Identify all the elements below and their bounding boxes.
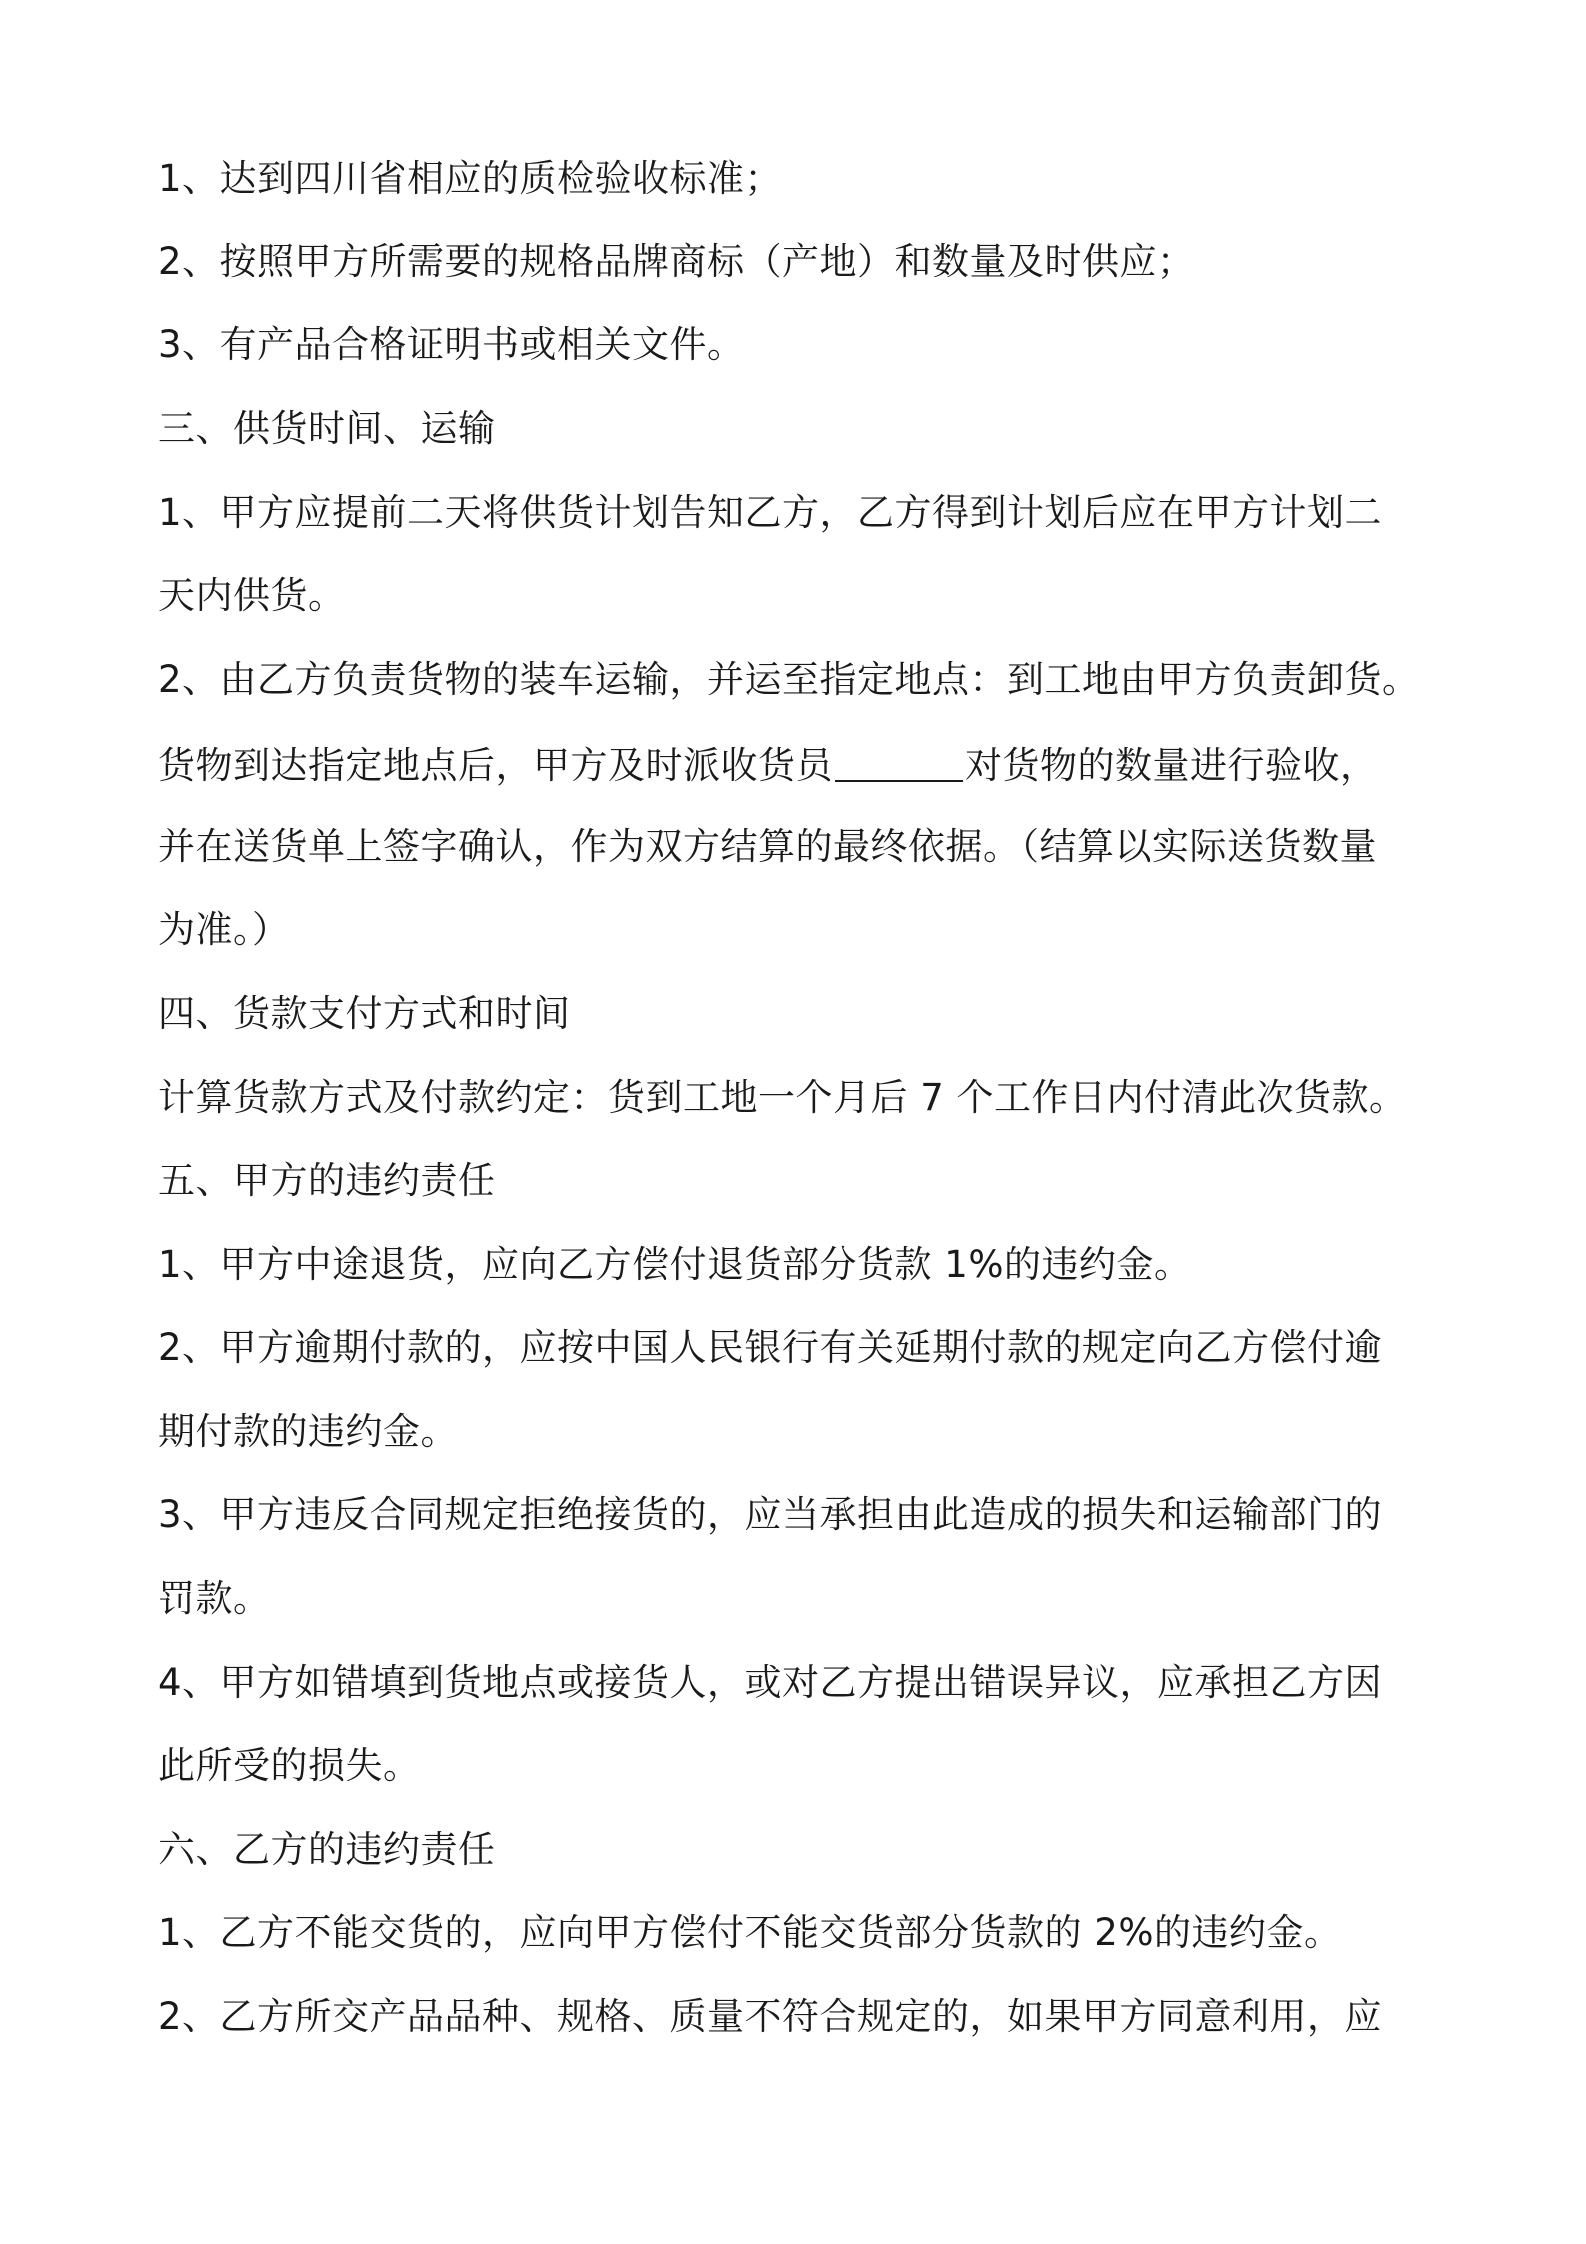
clause-3-3-certificate: 3、有产品合格证明书或相关文件。 bbox=[158, 323, 745, 366]
clause-3-2-supply-spec: 2、按照甲方所需要的规格品牌商标（产地）和数量及时供应； bbox=[158, 240, 1195, 283]
paragraph-line: 1、甲方中途退货，应向乙方偿付退货部分货款 1%的违约金。 bbox=[158, 1243, 1192, 1286]
paragraph-line: 2、由乙方负责货物的装车运输，并运至指定地点：到工地由甲方负责卸货。 bbox=[158, 658, 1420, 701]
paragraph-line: 2、甲方逾期付款的，应按中国人民银行有关延期付款的规定向乙方偿付逾 bbox=[158, 1326, 1383, 1369]
paragraph-line: 4、甲方如错填到货地点或接货人，或对乙方提出错误异议，应承担乙方因 bbox=[158, 1661, 1383, 1704]
paragraph-line: 此所受的损失。 bbox=[158, 1744, 421, 1787]
paragraph-line: 2、乙方所交产品品种、规格、质量不符合规定的，如果甲方同意利用，应 bbox=[158, 1995, 1383, 2038]
paragraph-line: 3、甲方违反合同规定拒绝接货的，应当承担由此造成的损失和运输部门的 bbox=[158, 1493, 1383, 1536]
text-before-blank: 货物到达指定地点后，甲方及时派收货员 bbox=[158, 744, 833, 787]
paragraph-line: 为准。） bbox=[158, 908, 290, 951]
text-after-blank: 对货物的数量进行验收， bbox=[965, 744, 1378, 787]
paragraph-line: 期付款的违约金。 bbox=[158, 1410, 458, 1453]
section-heading-4: 四、货款支付方式和时间 bbox=[158, 992, 571, 1035]
section-heading-3: 三、供货时间、运输 bbox=[158, 407, 496, 450]
paragraph-line: 罚款。 bbox=[158, 1577, 271, 1620]
paragraph-line: 1、乙方不能交货的，应向甲方偿付不能交货部分货款的 2%的违约金。 bbox=[158, 1911, 1342, 1954]
paragraph-line-with-blank bbox=[158, 744, 1430, 787]
paragraph-line: 计算货款方式及付款约定：货到工地一个月后 7 个工作日内付清此次货款。 bbox=[158, 1076, 1407, 1119]
section-heading-6: 六、乙方的违约责任 bbox=[158, 1828, 496, 1871]
paragraph-line: 天内供货。 bbox=[158, 574, 346, 617]
fill-in-blank-receiver[interactable] bbox=[835, 744, 963, 782]
clause-3-1-quality-standard: 1、达到四川省相应的质检验收标准； bbox=[158, 157, 783, 200]
paragraph-line: 并在送货单上签字确认，作为双方结算的最终依据。（结算以实际送货数量 bbox=[158, 825, 1377, 868]
paragraph-line: 1、甲方应提前二天将供货计划告知乙方，乙方得到计划后应在甲方计划二 bbox=[158, 491, 1383, 534]
section-heading-5: 五、甲方的违约责任 bbox=[158, 1159, 496, 1202]
